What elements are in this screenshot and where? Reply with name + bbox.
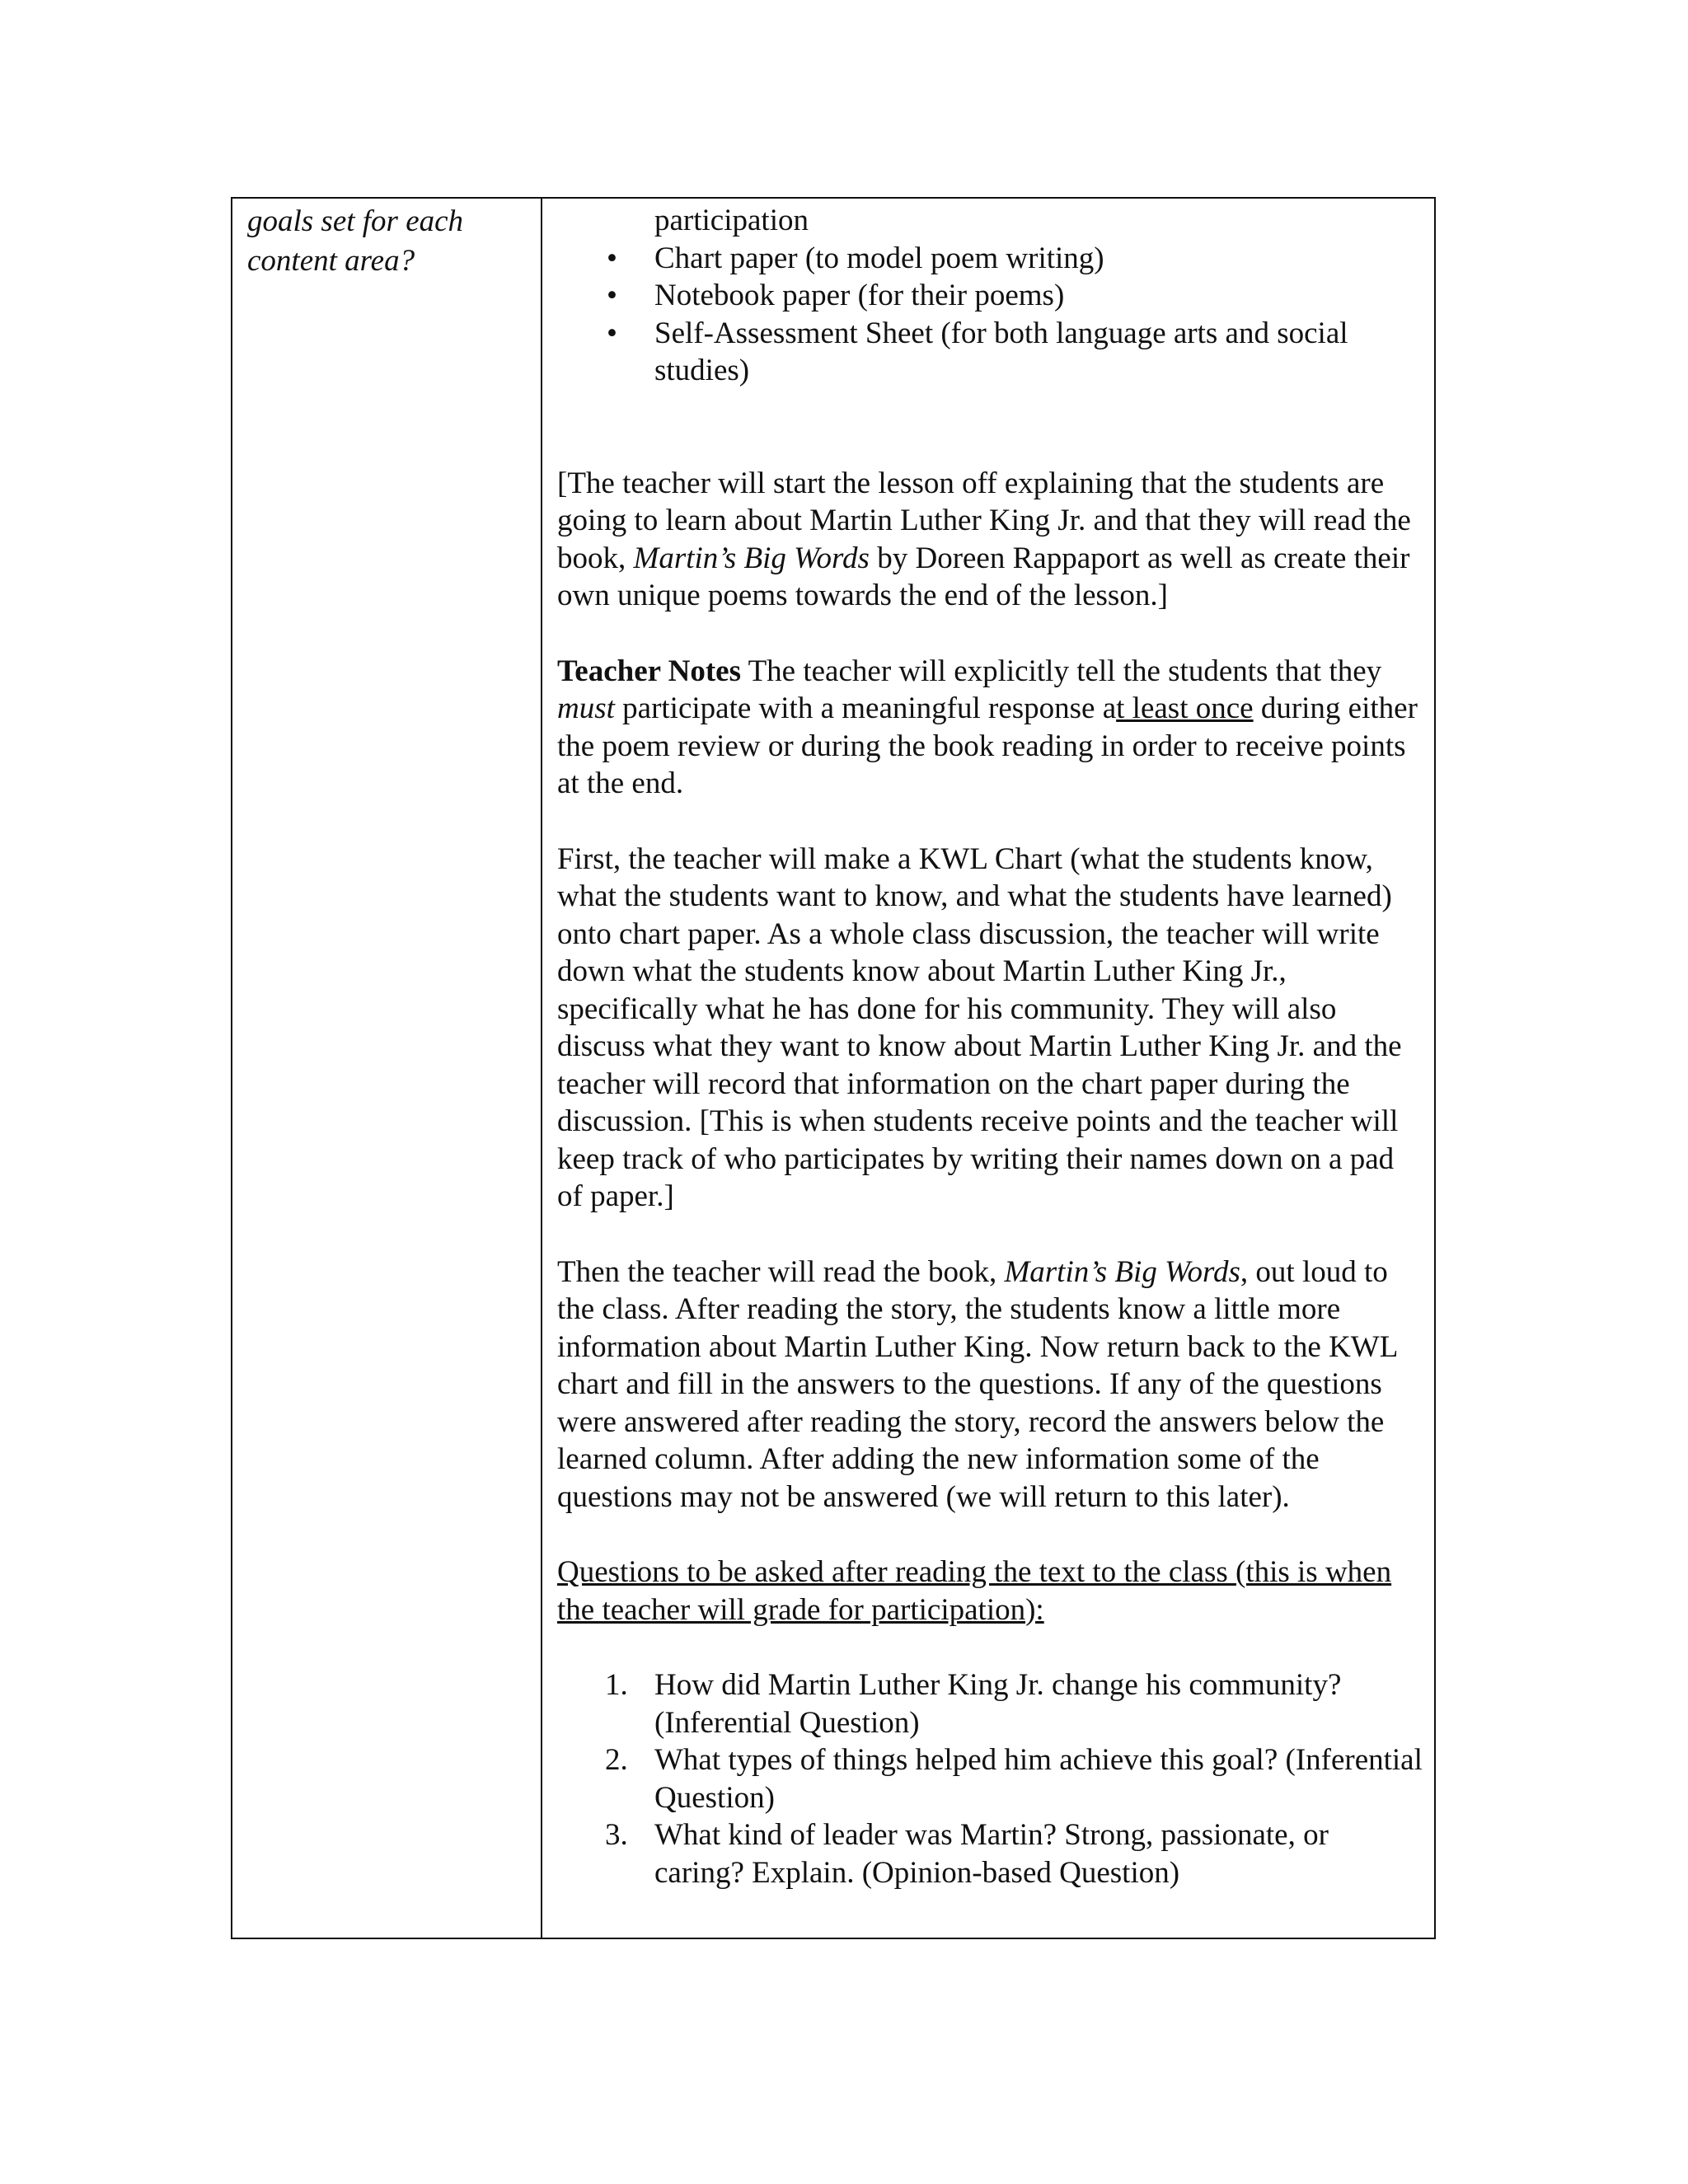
- questions-heading: Questions to be asked after reading the text to the class (this is when the teacher will grade for participation):: [557, 1555, 1392, 1627]
- materials-item: [557, 277, 1423, 315]
- question-text: What kind of leader was Martin? Strong, passionate, or caring? Explain. (Opinion-based Question): [654, 1818, 1329, 1890]
- prompt-column: [232, 199, 542, 1938]
- teacher-notes-text-3: during either the poem review or during the book reading in order to receive points at the end.: [557, 691, 1418, 800]
- question-text: How did Martin Luther King Jr. change his community? (Inferential Question): [654, 1668, 1342, 1740]
- question-number: 2.: [605, 1743, 628, 1777]
- content-column: [542, 199, 1434, 1938]
- lesson-plan-table: [231, 197, 1436, 1939]
- intro-paragraph: [557, 465, 1423, 615]
- intro-text-end: by Doreen Rappaport as well as create their own unique poems towards the end of the lesson.]: [557, 541, 1410, 612]
- questions-list: [557, 1666, 1423, 1891]
- bullet-icon: •: [607, 241, 617, 275]
- teacher-notes-paragraph: [557, 653, 1423, 803]
- materials-item-text: Self-Assessment Sheet (for both language arts and social studies): [654, 316, 1348, 387]
- reading-paragraph: [557, 1254, 1423, 1516]
- materials-item-text: Chart paper (to model poem writing): [654, 241, 1104, 275]
- reading-text-end: , out loud to the class. After reading the story, the students know a little more information about Martin Luther King. Now return back to the KWL chart and fill in the answers to the questions. If any of the questions were answered after reading the story, record the answers below the learned column. After adding the new information some of the questions may not be answered (we will return to this later).: [557, 1254, 1397, 1514]
- materials-item: [557, 240, 1423, 278]
- teacher-notes-text-2: participate with a meaningful response a: [614, 691, 1117, 725]
- intro-text: [The teacher will start the lesson off explaining that the students are going to learn about Martin Luther King Jr. and that they will read the book,: [557, 466, 1411, 575]
- emphasis-must: must: [557, 691, 615, 725]
- question-number: 3.: [605, 1818, 628, 1852]
- question-item: [557, 1816, 1423, 1891]
- materials-item-text: Notebook paper (for their poems): [654, 279, 1065, 312]
- question-number: 1.: [605, 1668, 628, 1702]
- bullet-icon: •: [607, 279, 617, 312]
- reading-text: Then the teacher will read the book,: [557, 1254, 1005, 1289]
- materials-list: [557, 240, 1423, 390]
- underlined-least-once: t least once: [1116, 691, 1254, 725]
- book-title: Martin’s Big Words: [1004, 1254, 1240, 1289]
- materials-item: [557, 315, 1423, 390]
- book-title: Martin’s Big Words: [633, 541, 870, 575]
- kwl-paragraph: First, the teacher will make a KWL Chart (what the students know, what the students want to know, and what the students have learned) onto chart paper. As a whole class discussion, the teacher will write down what the students know about Martin Luther King Jr., specifically what he has done for his community. They will also discuss what they want to know about Martin Luther King Jr. and the teacher will record that information on the chart paper during the discussion. [This is when students receive points and the teacher will keep track of who participates by writing their names down on a pad of paper.]: [557, 841, 1402, 1213]
- prompt-line-2: content area?: [247, 244, 415, 278]
- question-item: [557, 1666, 1423, 1741]
- teacher-notes-text: The teacher will explicitly tell the students that they: [741, 654, 1382, 688]
- teacher-notes-label: Teacher Notes: [557, 654, 741, 688]
- question-item: [557, 1741, 1423, 1816]
- question-text: What types of things helped him achieve this goal? (Inferential Question): [654, 1743, 1423, 1815]
- bullet-icon: •: [607, 316, 617, 350]
- materials-continuation: participation: [654, 204, 809, 237]
- prompt-line-1: goals set for each: [247, 204, 464, 238]
